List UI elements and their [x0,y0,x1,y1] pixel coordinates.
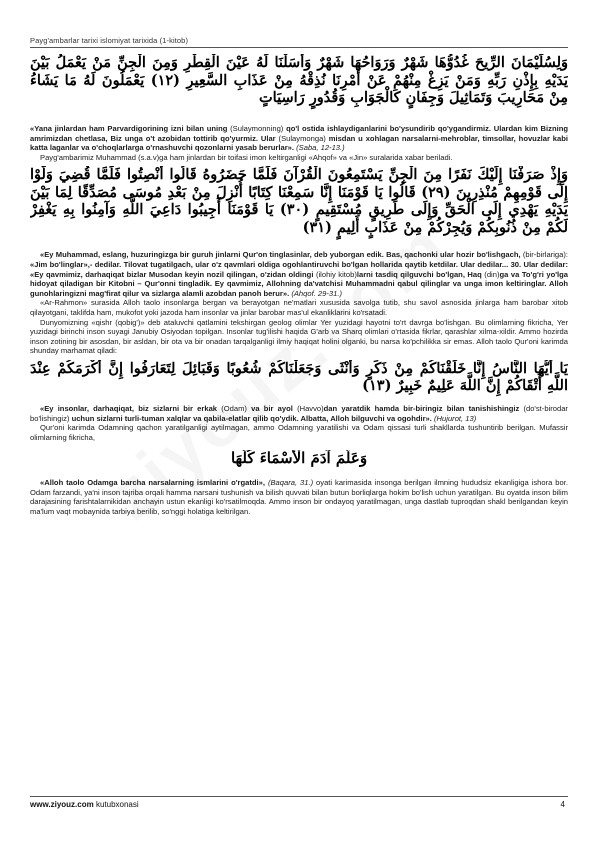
quran-verse-baqara: وَعَلَّمَ آدَمَ الْأَسْمَاءَ كُلَّهَا [230,450,368,468]
verse-reference: (Hujurot, 13) [434,413,477,423]
translation-text: misdan u xohlagan narsalarni-mehroblar, timsollar, hovuzlar kabi katta laganlar va o'choqlarlarga o'rnashuvchi qozonlarni yasab berurlar». [30,133,568,153]
quran-verse-hujurot: يَا أَيُّهَا النَّاسُ إِنَّا خَلَقْنَاكُمْ مِنْ ذَكَرٍ وَأُنْثَى وَجَعَلْنَاكُمْ شُعُوبًا وَقَبَائِلَ لِتَعَارَفُوا إِنَّ أَكْرَمَكُمْ عِنْدَ اللَّهِ أَتْقَاكُمْ إِنَّ اللَّهَ عَلِيمٌ خَبِيرٌ (١٣) [30,359,568,395]
parenthetical-note: (do'st-birodar bo'lishingiz) [30,403,568,423]
translation-text: «Alloh taolo Odamga barcha narsalarning ismlarini o'rgatdi», [40,478,265,488]
body-paragraph: Payg'ambarimiz Muhammad (s.a.v)ga ham jinlardan bir toifasi imon keltirganligi «Ahqof» va «Jin» suralarida xabar beriladi. [40,152,453,162]
translation-text: ga va To'g'ri yo'lga hidoyat qiladigan bir Kitobni – Qur'onni tingladik. Ey qavmimiz, Allohning da'vatchisi Muhammadni qabul qilinglar va unga imon keltiringlar. Alloh gunohlaringizni mag'firat qilur va sizlarga alamli azobdan panoh berur». [30,269,568,298]
translation-text: «Ey Muhammad, eslang, huzuringizga bir guruh jinlarni Qur'on tinglasinlar, deb yuborgan edik. Bas, qachonki ular hozir bo'lishgach, [40,250,521,260]
translation-text: dan yaratdik hamda bir-biringiz bilan tanishishingiz [323,403,520,413]
translation-text: qo'l ostida ishlaydiganlarini bo'ysundirib qo'ygandirmiz. Ulardan kim Bizning amrimizdan chetlasa, Biz unga o't azobidan tottirib qo'yurmiz. Ular [30,124,568,143]
parenthetical-note: (Sulaymonning) [230,124,284,133]
translation-text: larni tasdiq qilguvchi bo'lgan, Haq [356,269,482,279]
body-paragraph-baqara [30,478,568,516]
parenthetical-note: (ilohiy kitob) [315,269,357,279]
translation-text: va bir ayol [251,403,293,413]
translation-saba [30,124,568,153]
page-body [30,52,568,517]
parenthetical-note: (Havvo) [297,403,324,413]
translation-text: «Ey insonlar, darhaqiqat, biz sizlarni bir erkak [40,403,218,413]
footer-library-label: kutubxonasi [95,800,139,809]
footer-site-link[interactable] [30,800,139,809]
footer-site-url[interactable]: www.ziyouz.com [30,800,94,809]
translation-text: «Jim bo'linglar»,- dedilar. Tilovat tugatilgach, ular o'z qavmlari oldiga ogohlantiruvchi bo'lgan hollarida qaytib ketdilar. Ular dedilar... 30. Ular dedilar: «Ey qavmimiz, darhaqiqat bizlar Musodan keyin nozil qilingan, o'zidan oldingi [30,259,568,279]
translation-text: uchun sizlarni turli-tuman xalqlar va qabila-elatlar qilib qo'ydik. Albatta, Alloh bilguvchi va ogohdir». [71,413,432,423]
header-divider [30,47,568,48]
translation-hujurot [30,404,568,423]
body-text: oyati karimasida insonga berilgan ilmning hududsiz ekanligiga ishora bor. Odam farzandi, ya'ni inson tajriba orqali hamma narsani tushunish va bilish quvvati bilan butun borliqlarga hokim bo'lish uchun yaratilgan. Bu oyatda inson bilim darajasining farishtalarnikidan anchayin ustun ekanligi ko'rsatilmoqda. Ammo inson bir ondayoq yaratilmagan, unga dastlab tuproqdan shakl berilgandan keyin ma'lum vaqt mobaynida tarbiya berilib, so'nggi holatiga keltirilgan. [30,478,568,517]
body-paragraph: «Ar-Rahmon» surasida Alloh taolo insonlarga bergan va berayotgan ne'matlari xususida savolga tutib, shu savol asnosida jinlarga ham barobar xitob qilayotgani, taklifda ham, mukofot yoki jazoda ham insonlar va jinlar barobar mas'ul ekanliklarini ko'rsatadi. [30,298,568,317]
translation-text: «Yana jinlardan ham Parvardigorining izni bilan uning [30,124,228,133]
quran-verse-saba: وَلِسُلَيْمَانَ الرِّيحَ غُدُوُّهَا شَهْرٌ وَرَوَاحُهَا شَهْرٌ وَأَسَلْنَا لَهُ عَيْنَ الْقِطْرِ وَمِنَ الْجِنِّ مَنْ يَعْمَلُ بَيْنَ يَدَيْهِ بِإِذْنِ رَبِّهِ وَمَنْ يَزِغْ مِنْهُمْ عَنْ أَمْرِنَا نُذِقْهُ مِنْ عَذَابِ السَّعِيرِ (١٢) يَعْمَلُونَ لَهُ مَا يَشَاءُ مِنْ مَحَارِيبَ وَتَمَاثِيلَ وَجِفَانٍ كَالْجَوَابِ وَقُدُورٍ رَاسِيَاتٍ [30,54,568,106]
body-paragraph: Dunyomizning «qishr (qobig')» deb ataluvchi qatlamini tekshirgan geolog olimlar Yer yuzidagi hayotni to'rt davrga bo'lishgan. Bu olimlarning fikricha, Yer yuzidagi birinchi inson suyagi Janubiy Osiyodan topilgan. Insonlar tug'ilishi haqida G'arb va Sharq olimlari o'rtasida fikrlar, qarashlar xilma-xildir. Ammo hozirda inson zotining bir asosdan, bir asldan, bir ota va bir onadan tarqalganligi ilmiy haqiqat holini olganki, bu narsa ko'pchilikka sir emas. Alloh taolo Qur'oni karimda shunday marhamat qiladi: [30,317,568,356]
verse-reference: (Saba, 12-13.) [296,143,345,153]
verse-reference: (Ahqof. 29-31.) [291,288,342,298]
parenthetical-note: (din) [484,269,500,279]
page-number: 4 [560,800,565,809]
parenthetical-note: (bir-birlariga): [522,250,568,260]
translation-ahqof [30,250,568,298]
quran-verse-ahqof: وَإِذْ صَرَفْنَا إِلَيْكَ نَفَرًا مِنَ الْجِنِّ يَسْتَمِعُونَ الْقُرْآنَ فَلَمَّا حَضَرُوهُ قَالُوا أَنْصِتُوا فَلَمَّا قُضِيَ وَلَّوْا إِلَى قَوْمِهِمْ مُنْذِرِينَ (٢٩) قَالُوا يَا قَوْمَنَا إِنَّا سَمِعْنَا كِتَابًا أُنْزِلَ مِنْ بَعْدِ مُوسَى مُصَدِّقًا لِمَا بَيْنَ يَدَيْهِ يَهْدِي إِلَى الْحَقِّ وَإِلَى طَرِيقٍ مُسْتَقِيمٍ (٣٠) يَا قَوْمَنَا أَجِيبُوا دَاعِيَ اللَّهِ وَآمِنُوا بِهِ يَغْفِرْ لَكُمْ مِنْ ذُنُوبِكُمْ وَيُجِرْكُمْ مِنْ عَذَابٍ أَلِيمٍ (٣١) [30,166,568,236]
footer-divider [30,796,568,797]
verse-reference: (Baqara, 31.) [267,478,314,488]
parenthetical-note: (Odam) [221,403,247,413]
page-header-title: Payg'ambarlar tarixi islomiyat tarixida (1-kitob) [30,36,189,45]
body-paragraph: Qur'oni karimda Odamning qachon yaratilganligi aytilmagan, ammo Odamning yaratilishi va Odam qissasi turli shakllarda tushuntirib berilgan. Mufassir olimlarning fikricha, [30,423,568,442]
parenthetical-note: (Sulaymonga) [278,133,326,143]
